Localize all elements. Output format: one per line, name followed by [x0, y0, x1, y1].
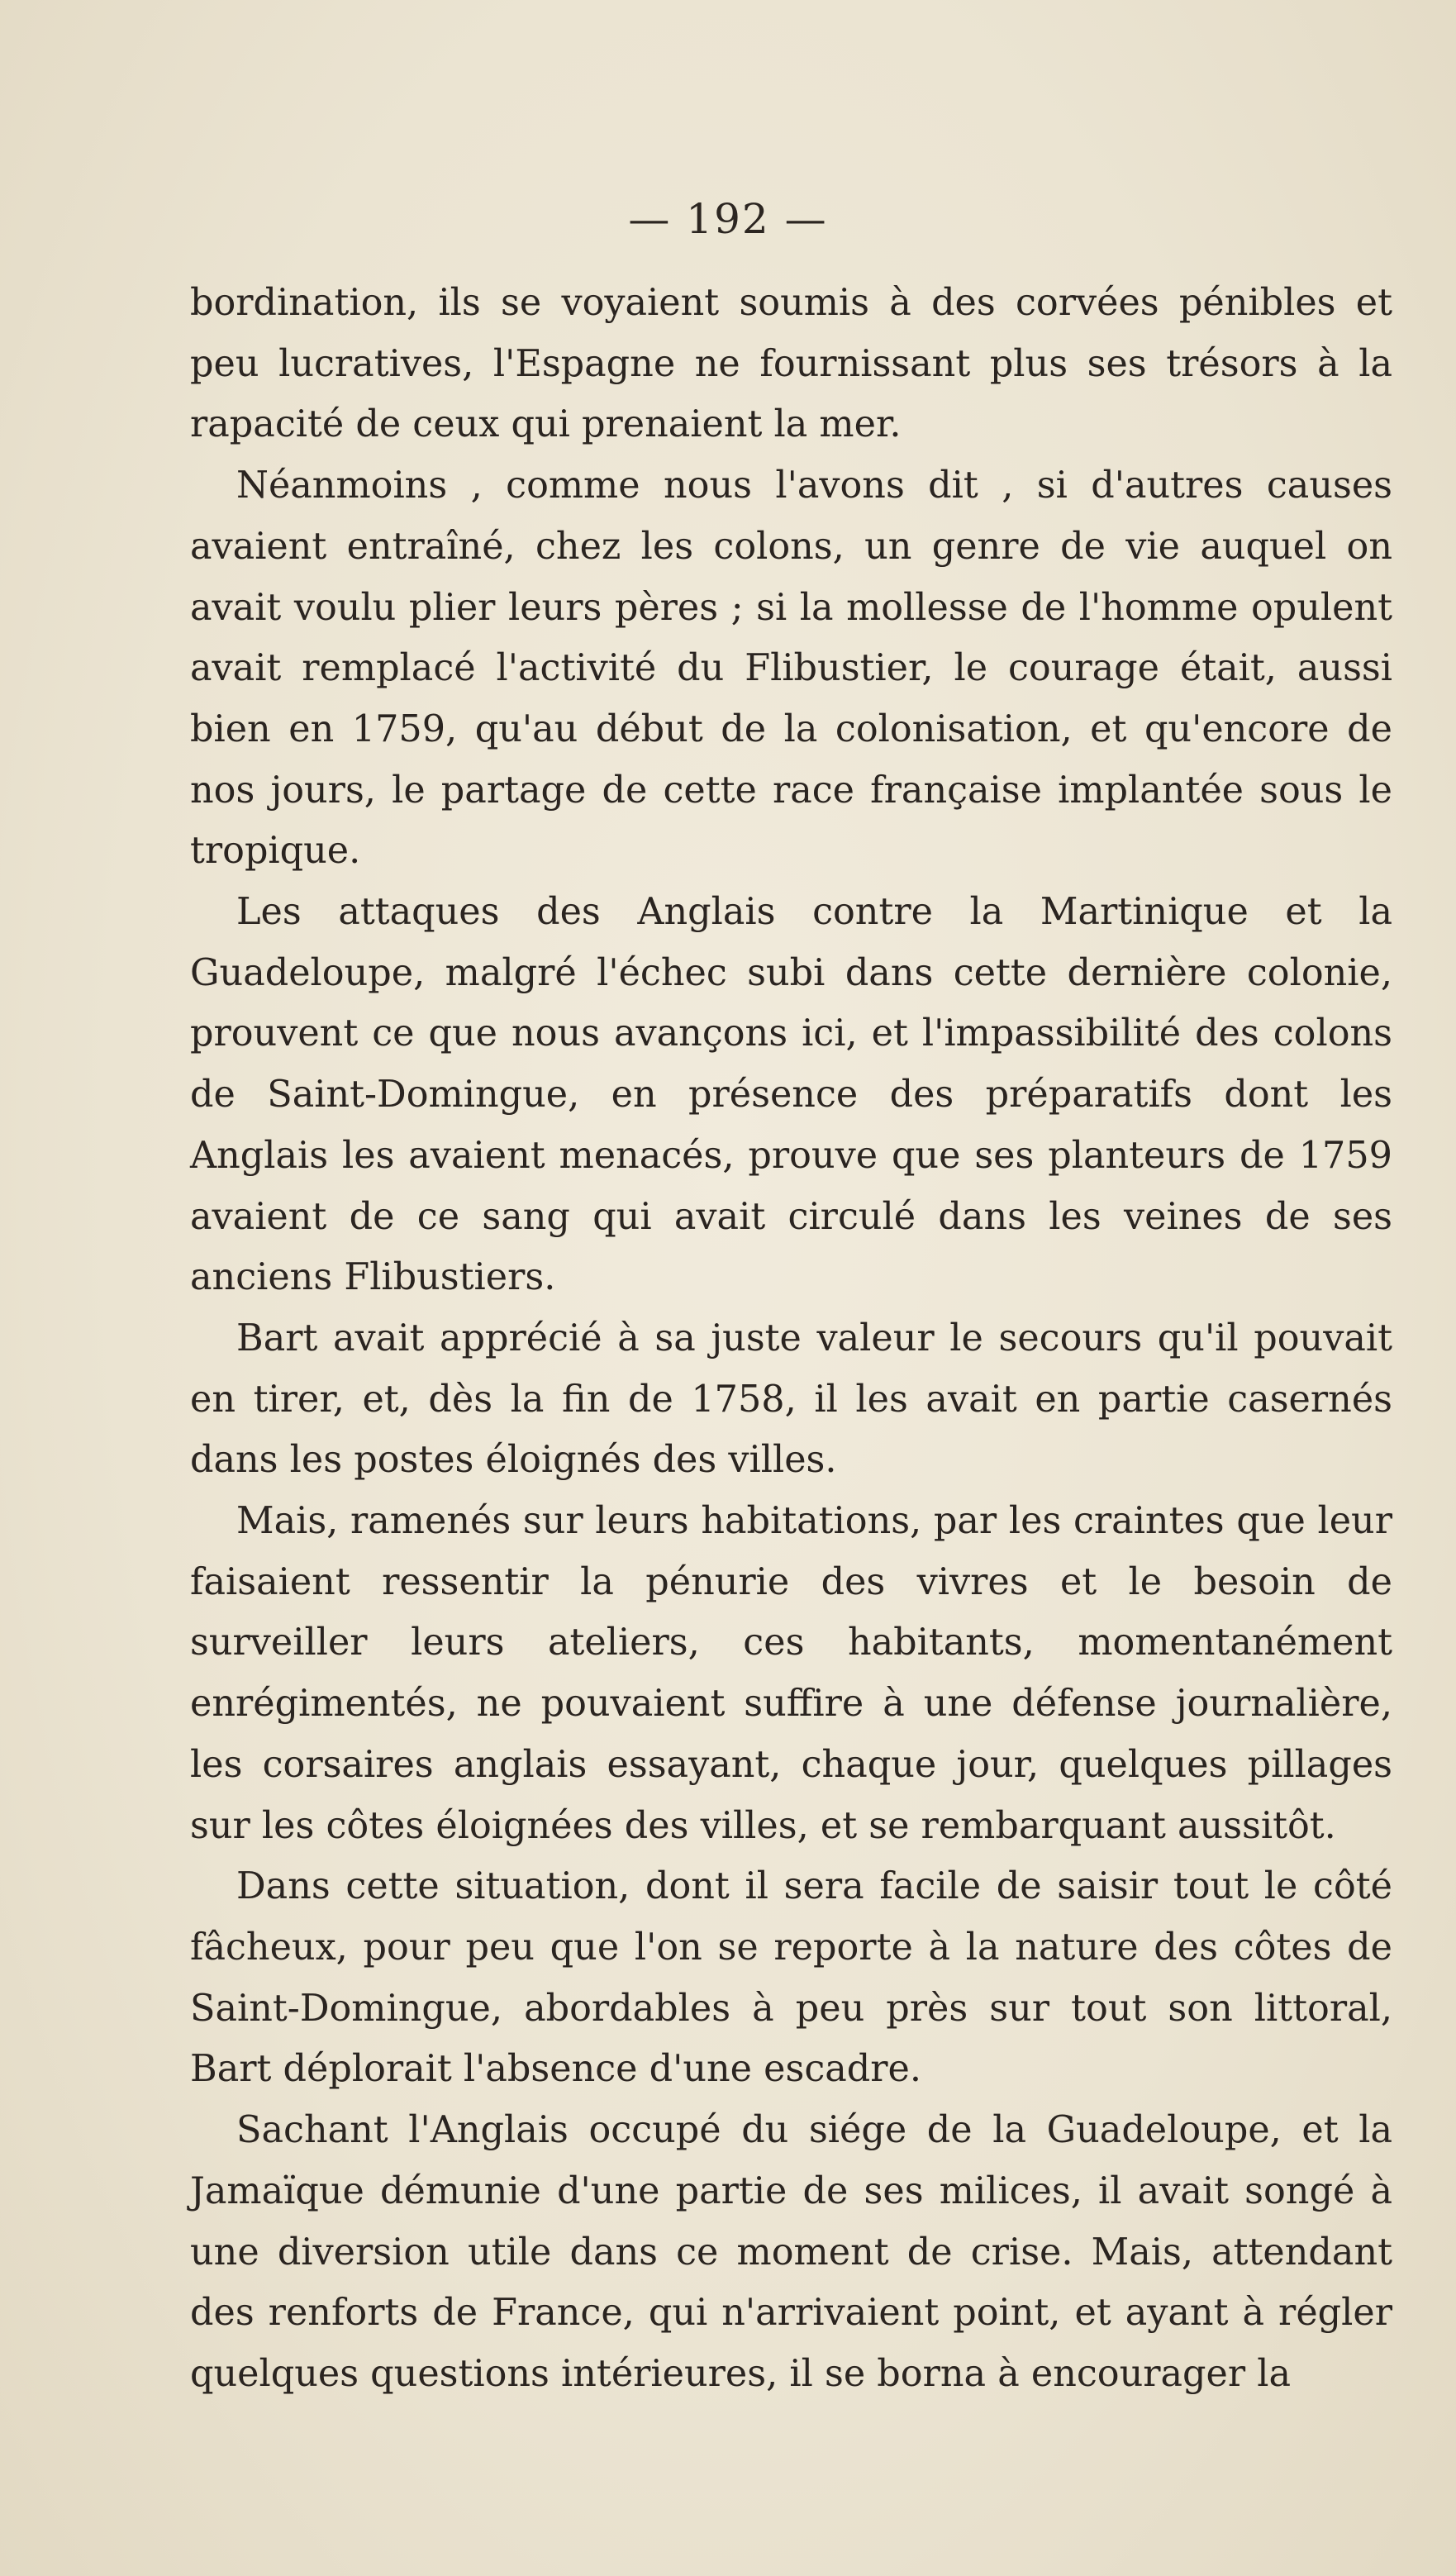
page-number: — 192 —: [628, 195, 828, 243]
body-text: [190, 273, 1392, 2405]
paragraph-5: Mais, ramenés sur leurs habitations, par les craintes que leur faisaient ressentir la pénurie des vivres et le besoin de surveiller leurs ateliers, ces habitants, momentanément enrégimentés, ne pouvaient suffire à une défense journalière, les corsaires anglais essayant, chaque jour, quelques pillages sur les côtes éloignées des villes, et se rembarquant aussitôt.: [190, 1500, 1392, 1847]
paragraph-2: Néanmoins , comme nous l'avons dit , si d'autres causes avaient entraîné, chez les colons, un genre de vie auquel on avait voulu plier leurs pères ; si la mollesse de l'homme opulent avait remplacé l'activité du Flibustier, le courage était, aussi bien en 1759, qu'au début de la colonisation, et qu'encore de nos jours, le partage de cette race française implantée sous le tropique.: [190, 464, 1392, 873]
paragraph-1: bordination, ils se voyaient soumis à des corvées pénibles et peu lucratives, l'Espagne ne fournissant plus ses trésors à la rapacité de ceux qui prenaient la mer.: [190, 282, 1392, 446]
paragraph-4: Bart avait apprécié à sa juste valeur le secours qu'il pouvait en tirer, et, dès la fin de 1758, il les avait en partie casernés dans les postes éloignés des villes.: [190, 1317, 1392, 1482]
paragraph-6: Dans cette situation, dont il sera facile de saisir tout le côté fâcheux, pour peu que l'on se reporte à la nature des côtes de Saint-Domingue, abordables à peu près sur tout son littoral, Bart déplorait l'absence d'une escadre.: [190, 1865, 1392, 2091]
paragraph-7: Sachant l'Anglais occupé du siége de la Guadeloupe, et la Jamaïque démunie d'une partie de ses milices, il avait songé à une diversion utile dans ce moment de crise. Mais, attendant des renforts de France, qui n'arrivaient point, et ayant à régler quelques questions intérieures, il se borna à encourager la: [190, 2109, 1392, 2395]
paragraph-3: Les attaques des Anglais contre la Martinique et la Guadeloupe, malgré l'échec subi dans cette dernière colonie, prouvent ce que nous avançons ici, et l'impassibilité des colons de Saint-Domingue, en présence des préparatifs dont les Anglais les avaient menacés, prouve que ses planteurs de 1759 avaient de ce sang qui avait circulé dans les veines de ses anciens Flibustiers.: [190, 891, 1392, 1299]
